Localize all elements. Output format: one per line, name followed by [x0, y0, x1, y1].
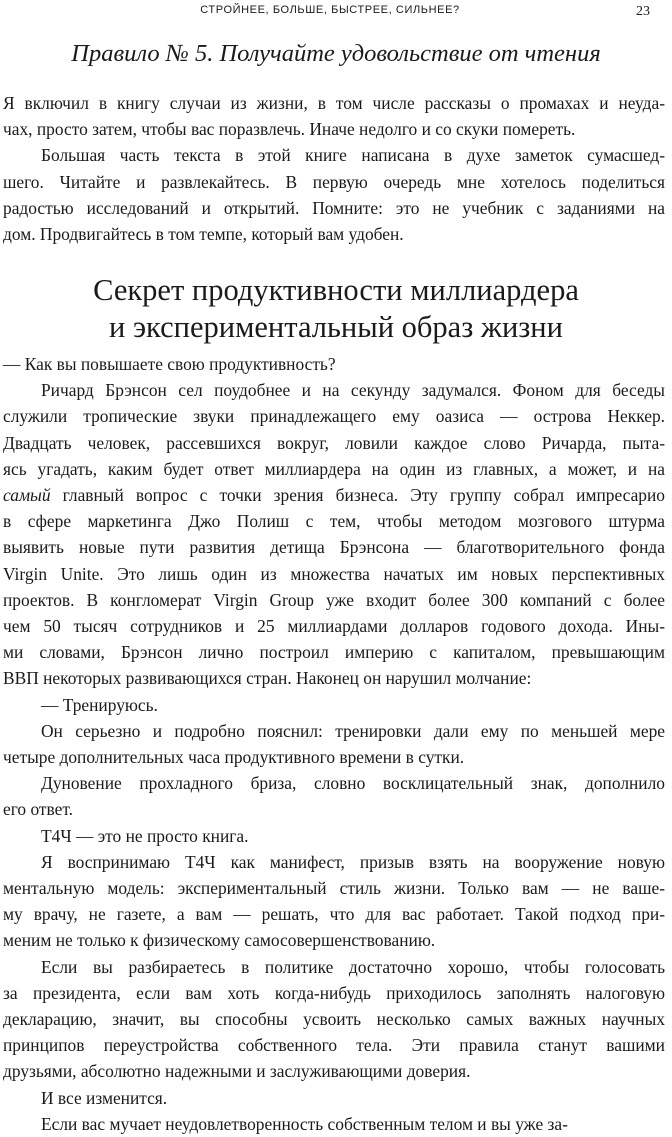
text-line: выявить новые пути развития детища Брэнсона — благотворительного фонда [3, 537, 665, 558]
intro-text [3, 90, 665, 247]
text-line: меним не только к физическому самосовершенствованию. [3, 930, 436, 951]
text-line: Т4Ч — это не просто книга. [41, 825, 249, 846]
text-line: ментальную модель: экспериментальный стиль жизни. Только вам — не ваше- [3, 878, 665, 899]
text-line: друзьями, абсолютно надежными и заслуживающими доверия. [3, 1061, 471, 1082]
section-heading [0, 272, 672, 346]
text-line: самый главный вопрос с точки зрения бизнеса. Эту группу собрал импресарио [3, 485, 665, 506]
text-line: принципов переустройства собственного тела. Эти правила станут вашими [3, 1035, 665, 1056]
text-line: — Тренируюсь. [41, 694, 158, 715]
text-line: за президента, если вам хоть когда-нибудь приходилось заполнять налоговую [3, 982, 665, 1003]
running-head [0, 4, 650, 22]
text-line: Virgin Unite. Это лишь один из множества начатых им новых перспективных [3, 563, 665, 584]
running-title: СТРОЙНЕЕ, БОЛЬШЕ, БЫСТРЕЕ, СИЛЬНЕЕ? [200, 4, 460, 16]
body-text [3, 351, 665, 1137]
text-line: служили тропические звуки принадлежащего ему оазиса — острова Неккер. [3, 406, 665, 427]
text-line: Я включил в книгу случаи из жизни, в том числе рассказы о промахах и неуда- [3, 93, 665, 113]
text-line: Если вас мучает неудовлетворенность собственным телом и вы уже за- [41, 1113, 568, 1134]
rule-heading: Правило № 5. Получайте удовольствие от чтения [71, 40, 601, 67]
section-heading-line-1: Секрет продуктивности миллиардера [93, 273, 579, 307]
text-line: Если вы разбираетесь в политике достаточно хорошо, чтобы голосовать [41, 956, 665, 977]
text-line: чах, просто затем, чтобы вас поразвлечь. Иначе недолго и со скуки помереть. [3, 119, 576, 140]
text-line: му врачу, не газете, а вам — решать, что для вас работает. Такой подход при- [3, 904, 665, 925]
text-line: ясь угадать, каким будет ответ миллиардера на один из главных, а может, и на [3, 458, 665, 479]
text-line: дом. Продвигайтесь в том темпе, который вам удобен. [3, 224, 404, 245]
text-line: чем 50 тысяч сотрудников и 25 миллиардами долларов годового дохода. Ины- [3, 616, 665, 637]
text-line: ми словами, Брэнсон лично построил империю с капиталом, превышающим [3, 642, 665, 663]
text-line: Ричард Брэнсон сел поудобнее и на секунду задумался. Фоном для беседы [41, 380, 665, 401]
text-line: И все изменится. [41, 1087, 168, 1108]
text-line: Дуновение прохладного бриза, словно восклицательный знак, дополнило [41, 773, 665, 794]
text-line: четыре дополнительных часа продуктивного времени в сутки. [3, 747, 465, 768]
text-line: радостью исследований и открытий. Помните: это не учебник с заданиями на [3, 197, 665, 218]
text-line: Двадцать человек, рассевшихся вокруг, ловили каждое слово Ричарда, пыта- [3, 432, 665, 453]
text-line: Он серьезно и подробно пояснил: тренировки дали ему по меньшей мере [41, 720, 665, 741]
text-line: шего. Читайте и развлекайтесь. В первую очередь мне хотелось поделиться [3, 171, 665, 192]
text-line: ВВП некоторых развивающихся стран. Наконец он нарушил молчание: [3, 668, 532, 689]
text-line: — Как вы повышаете свою продуктивность? [3, 354, 336, 374]
text-line: проектов. В конгломерат Virgin Group уже входит более 300 компаний с более [3, 589, 665, 610]
text-line: декларацию, значит, вы способны усвоить несколько самых важных научных [3, 1009, 665, 1030]
page-number: 23 [636, 4, 650, 19]
section-heading-line-2: и экспериментальный образ жизни [109, 310, 563, 344]
text-line: его ответ. [3, 799, 73, 820]
text-line: в сфере маркетинга Джо Полиш с тем, чтобы методом мозгового штурма [3, 511, 665, 532]
text-line: Большая часть текста в этой книге написана в духе заметок сумасшед- [41, 145, 665, 166]
text-line: Я воспринимаю Т4Ч как манифест, призыв взять на вооружение новую [41, 851, 665, 872]
